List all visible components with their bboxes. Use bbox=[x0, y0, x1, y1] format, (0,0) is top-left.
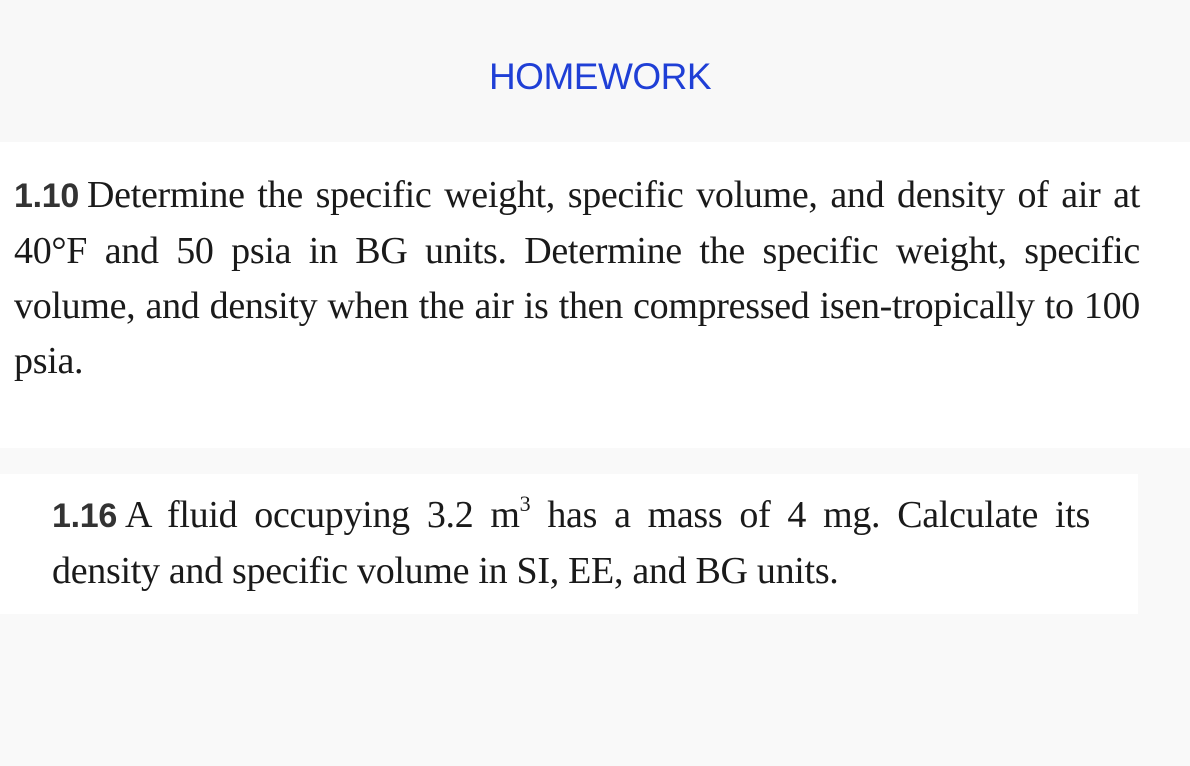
page-title: HOMEWORK bbox=[488, 56, 712, 97]
problem-statement: Determine the specific weight, specific volume, and density of air at 40°F and 50 psia in BG units. Determine the specific weight, specific volume, and density when the air is then compressed isen-tropically to 100 psia. bbox=[14, 174, 1140, 382]
exponent: 3 bbox=[519, 491, 531, 516]
problem-number: 1.10 bbox=[14, 177, 79, 215]
problem-statement-end: has a mass of 4 mg. Calculate its density and specific volume in SI, EE, and BG units. bbox=[52, 494, 1090, 592]
problem-1-10 bbox=[14, 168, 1140, 389]
problem-1-16 bbox=[52, 488, 1090, 599]
problem-statement-start: A fluid occupying 3.2 m bbox=[124, 494, 520, 536]
problem-number: 1.16 bbox=[52, 497, 117, 535]
